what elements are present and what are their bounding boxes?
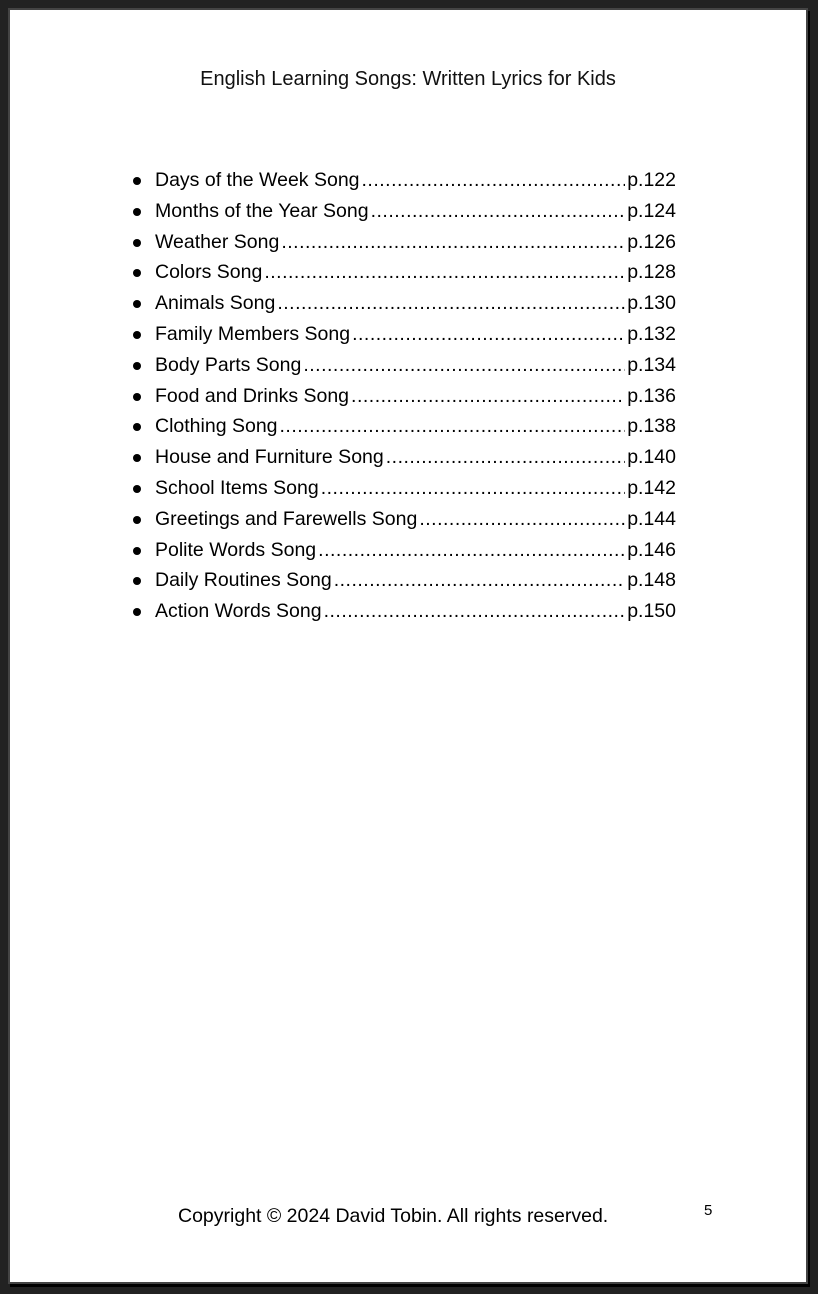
dot-leader [419, 504, 625, 535]
toc-entry-page: p.124 [627, 199, 676, 222]
toc-entry [128, 227, 676, 258]
toc-entry-title: School Items Song [155, 476, 319, 499]
toc-entry-title: Animals Song [155, 292, 276, 315]
toc-entry [128, 319, 676, 350]
dot-leader [386, 442, 625, 473]
dot-leader [280, 411, 626, 442]
document-page [8, 8, 808, 1284]
toc-entry [128, 411, 676, 442]
bullet-icon [133, 485, 141, 493]
bullet-icon [133, 393, 141, 401]
toc-entry-page: p.146 [627, 538, 676, 561]
bullet-icon [133, 269, 141, 277]
page-header: English Learning Songs: Written Lyrics for Kids [200, 68, 616, 90]
toc-entry-title: Colors Song [155, 261, 263, 284]
toc-entry-page: p.130 [627, 292, 676, 315]
dot-leader [264, 257, 625, 288]
bullet-icon [133, 423, 141, 431]
dot-leader [362, 165, 626, 196]
toc-entry-title: Months of the Year Song [155, 199, 369, 222]
toc-entry [128, 350, 676, 381]
page-number: 5 [704, 1202, 713, 1219]
toc-entry [128, 196, 676, 227]
toc-entry-title: House and Furniture Song [155, 446, 384, 469]
toc-entry [128, 442, 676, 473]
toc-entry-title: Action Words Song [155, 600, 322, 623]
bullet-icon [133, 208, 141, 216]
toc-entry-page: p.142 [627, 476, 676, 499]
toc-entry-page: p.138 [627, 415, 676, 438]
copyright-footer: Copyright © 2024 David Tobin. All rights reserved. [178, 1205, 609, 1227]
toc-entry-title: Daily Routines Song [155, 569, 332, 592]
toc-entry-page: p.132 [627, 322, 676, 345]
dot-leader [371, 196, 626, 227]
toc-entry-page: p.126 [627, 230, 676, 253]
bullet-icon [133, 362, 141, 370]
dot-leader [281, 227, 625, 258]
bullet-icon [133, 516, 141, 524]
toc-entry [128, 535, 676, 566]
bullet-icon [133, 300, 141, 308]
toc-entry-page: p.122 [627, 169, 676, 191]
bullet-icon [133, 577, 141, 585]
toc-entry-page: p.150 [627, 600, 676, 623]
bullet-icon [133, 331, 141, 339]
dot-leader [303, 350, 625, 381]
toc-entry-page: p.144 [627, 507, 676, 530]
toc-entry-page: p.134 [627, 353, 676, 376]
toc-entry [128, 257, 676, 288]
toc-entry-title: Greetings and Farewells Song [155, 507, 418, 530]
toc-entry-title: Days of the Week Song [155, 169, 360, 191]
toc-entry-title: Body Parts Song [155, 353, 302, 376]
dot-leader [352, 319, 625, 350]
dot-leader [351, 381, 625, 412]
toc-entry-title: Family Members Song [155, 322, 351, 345]
toc-entry-page: p.140 [627, 446, 676, 469]
bullet-icon [133, 608, 141, 616]
toc-entry-title: Food and Drinks Song [155, 384, 350, 407]
bullet-icon [133, 454, 141, 462]
toc-entry [128, 565, 676, 596]
bullet-icon [133, 177, 141, 185]
toc-entry-page: p.148 [627, 569, 676, 592]
toc-entry-page: p.128 [627, 261, 676, 284]
toc-entry [128, 473, 676, 504]
dot-leader [334, 565, 626, 596]
toc-entry [128, 504, 676, 535]
table-of-contents [128, 165, 676, 627]
toc-entry [128, 288, 676, 319]
dot-leader [318, 535, 625, 566]
toc-entry [128, 165, 676, 196]
toc-entry-title: Weather Song [155, 230, 280, 253]
dot-leader [324, 596, 626, 627]
toc-entry-page: p.136 [627, 384, 676, 407]
toc-entry-title: Polite Words Song [155, 538, 317, 561]
toc-entry-title: Clothing Song [155, 415, 278, 438]
toc-entry [128, 381, 676, 412]
bullet-icon [133, 547, 141, 555]
bullet-icon [133, 239, 141, 247]
dot-leader [277, 288, 625, 319]
toc-entry [128, 596, 676, 627]
dot-leader [321, 473, 626, 504]
